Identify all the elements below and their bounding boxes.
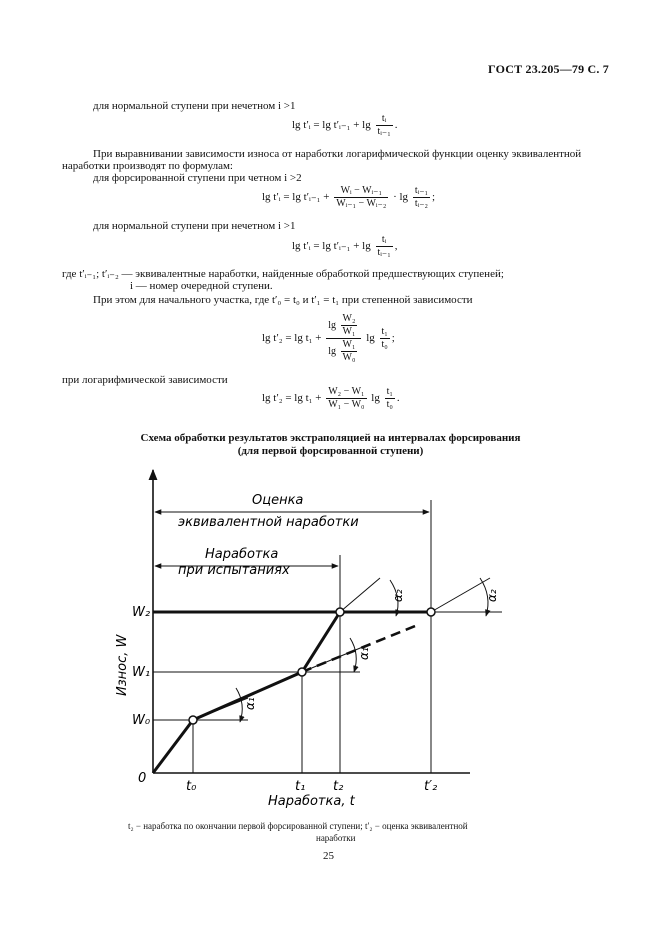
tick-w2: W₂: [132, 605, 151, 620]
lg-text: lg: [328, 319, 336, 331]
point-t2-w2: [336, 608, 344, 616]
denominator: tᵢ₋₂: [414, 198, 428, 209]
page-number: 25: [323, 850, 334, 862]
lg-text: lg: [328, 345, 336, 357]
document-reference: ГОСТ 23.205—79 С. 7: [488, 62, 609, 76]
fraction: [326, 386, 366, 411]
angle-label: α₂: [391, 589, 405, 602]
tick-w1: W₁: [132, 665, 151, 680]
tick-t2: t₂: [333, 779, 344, 794]
paragraph: наработки производят по формулам:: [62, 160, 233, 172]
tick-t1: t₁: [295, 779, 306, 794]
definition-line: i — номер очередной ступени.: [130, 280, 273, 292]
numerator: tᵢ₋₁: [414, 185, 428, 196]
angle-arc: [350, 638, 356, 672]
denominator: Wᵢ₋₁ − Wᵢ₋₂: [336, 198, 387, 209]
point-t2prime-w2: [427, 608, 435, 616]
paragraph: при логарифмической зависимости: [62, 374, 228, 386]
fraction: [385, 386, 395, 411]
numerator: t₁: [386, 386, 393, 397]
figure-caption: наработки: [316, 833, 356, 843]
formula-3: [292, 234, 397, 259]
formula-tail: .: [394, 119, 398, 132]
definition-line: где t′ᵢ₋₁; t′ᵢ₋₂ — эквивалентные наработки, найденные обработкой предшествующих ступеней;: [62, 268, 504, 280]
denominator: t₀: [386, 399, 393, 410]
y-axis-label: Износ, W: [115, 634, 130, 696]
angle-label: α₂: [485, 589, 499, 602]
numerator: W₁: [342, 339, 356, 350]
formula-mid: · lg: [393, 191, 409, 204]
formula-2: [262, 185, 435, 210]
angle-label: α₁: [243, 697, 257, 710]
fraction: [334, 185, 388, 210]
fraction: [341, 339, 358, 364]
tangent-line: [431, 578, 490, 612]
numerator: W₂ − W₁: [328, 386, 365, 397]
numerator: tᵢ: [376, 234, 393, 247]
label-estimate-1: Оценка: [252, 493, 304, 508]
angle-label: α₁: [357, 647, 371, 660]
tick-w0: W₀: [132, 713, 151, 728]
figure-title: Схема обработки результатов экстраполяцией на интервалах форсирования: [140, 432, 521, 444]
formula-lhs: lg t′₂ = lg t₁ +: [262, 392, 322, 405]
formula-tail: .: [396, 392, 400, 405]
paragraph: для нормальной ступени при нечетном i >1: [93, 220, 296, 232]
formula-tail: ;: [432, 191, 436, 204]
figure-caption: t₂ − наработка по окончании первой форсированной ступени; t′₂ − оценка эквивалентной: [128, 821, 468, 831]
formula-lhs: lg t′ᵢ = lg t′ᵢ₋₁ + lg: [292, 119, 371, 132]
label-test-2: при испытаниях: [178, 563, 290, 578]
label-estimate-2: эквивалентной наработки: [178, 515, 359, 530]
denominator: tᵢ₋₁: [377, 126, 391, 137]
point-t0-w0: [189, 716, 197, 724]
formula-tail: ;: [391, 332, 395, 345]
formula-mid: lg: [366, 332, 375, 345]
numerator: [326, 313, 361, 339]
paragraph: для нормальной ступени при нечетном i >1: [93, 100, 296, 112]
tangent-line: [340, 578, 380, 612]
compound-fraction: [326, 313, 361, 364]
tangent-line: [193, 698, 248, 720]
numerator: t₁: [381, 326, 388, 337]
label-test-1: Наработка: [205, 547, 279, 562]
formula-lhs: lg t′ᵢ = lg t′ᵢ₋₁ +: [262, 191, 330, 204]
denominator: W₁ − W₀: [328, 399, 365, 410]
denominator: tᵢ₋₁: [377, 247, 391, 258]
tick-t0: t₀: [186, 779, 197, 794]
fraction: [413, 185, 430, 210]
angle-arc: [236, 688, 242, 722]
fraction: [380, 326, 390, 351]
formula-4: [262, 313, 395, 364]
paragraph: При выравнивании зависимости износа от наработки логарифмической функции оценку эквивалентной: [93, 148, 582, 160]
denominator: W₁: [342, 326, 356, 337]
numerator: W₂: [342, 313, 356, 324]
numerator: tᵢ: [376, 113, 393, 126]
fraction: [341, 313, 358, 338]
x-axis-label: Наработка, t: [268, 794, 355, 809]
formula-1: [292, 113, 397, 138]
wear-diagram: [0, 460, 661, 820]
denominator: [326, 339, 361, 364]
denominator: W₀: [342, 352, 356, 363]
wear-curve: [153, 612, 340, 773]
tick-t2-prime: t′₂: [424, 779, 438, 794]
formula-5: [262, 386, 400, 411]
numerator: Wᵢ − Wᵢ₋₁: [334, 185, 388, 198]
point-t1-w1: [298, 668, 306, 676]
formula-mid: lg: [371, 392, 380, 405]
fraction: [376, 234, 393, 259]
fraction: [376, 113, 393, 138]
formula-tail: ,: [394, 240, 398, 253]
paragraph: для форсированной ступени при четном i >2: [93, 172, 302, 184]
figure-subtitle: (для первой форсированной ступени): [237, 445, 424, 457]
paragraph: При этом для начального участка, где t′₀ = t₀ и t′₁ = t₁ при степенной зависимости: [93, 294, 473, 306]
formula-lhs: lg t′₂ = lg t₁ +: [262, 332, 322, 345]
denominator: t₀: [381, 339, 388, 350]
formula-lhs: lg t′ᵢ = lg t′ᵢ₋₁ + lg: [292, 240, 371, 253]
origin-label: 0: [138, 771, 147, 786]
